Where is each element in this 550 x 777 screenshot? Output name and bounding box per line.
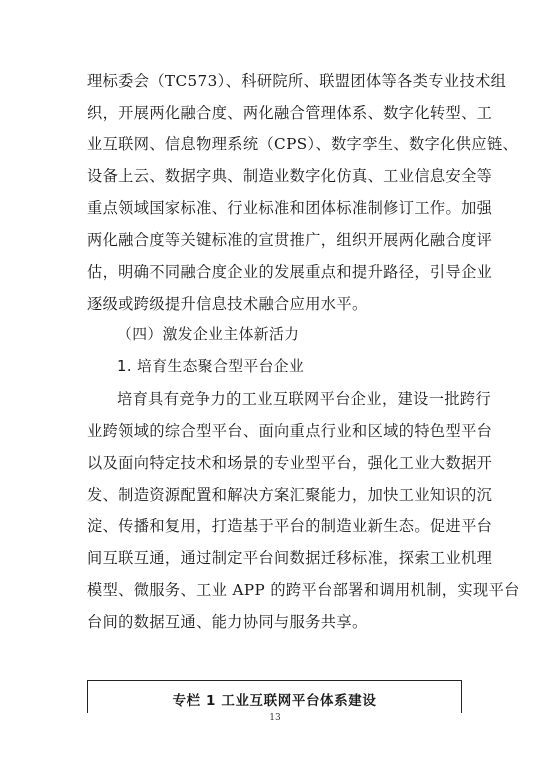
text-line: 淀、传播和复用，打造基于平台的制造业新生态。促进平台	[87, 517, 493, 535]
text-line: 重点领域国家标准、行业标准和团体标准制修订工作。加强	[87, 199, 493, 217]
text-line: 理标委会（TC573）、科研院所、联盟团体等各类专业技术组	[87, 72, 507, 90]
text-line: 业跨领域的综合型平台、面向重点行业和区域的特色型平台	[87, 422, 493, 440]
text-line: 织，开展两化融合度、两化融合管理体系、数字化转型、工	[87, 104, 493, 122]
text-line: 两化融合度等关键标准的宣贯推广，组织开展两化融合度评	[87, 231, 493, 249]
text-line: 模型、微服务、工业 APP 的跨平台部署和调用机制，实现平台	[87, 581, 520, 599]
box-title: 专栏 1 工业互联网平台体系建设	[172, 693, 377, 709]
text-line: 以及面向特定技术和场景的专业型平台，强化工业大数据开	[87, 454, 493, 472]
page-number: 13	[269, 713, 281, 723]
sidebar-box	[87, 680, 462, 713]
text-line: 估，明确不同融合度企业的发展重点和提升路径，引导企业	[87, 263, 493, 281]
text-line: 设备上云、数据字典、制造业数字化仿真、工业信息安全等	[87, 167, 493, 185]
text-line: 逐级或跨级提升信息技术融合应用水平。	[87, 295, 368, 313]
text-line: 业互联网、信息物理系统（CPS）、数字孪生、数字化供应链、	[87, 135, 519, 153]
text-line: 发、制造资源配置和解决方案汇聚能力，加快工业知识的沉	[87, 486, 493, 504]
section-heading: （四）激发企业主体新活力	[117, 326, 300, 343]
text-line: 培育具有竞争力的工业互联网平台企业，建设一批跨行	[117, 390, 492, 408]
text-line: 间互联互通，通过制定平台间数据迁移标准，探索工业机理	[87, 549, 493, 567]
text-line: 台间的数据互通、能力协同与服务共享。	[87, 613, 368, 631]
subsection-heading: 1. 培育生态聚合型平台企业	[117, 358, 305, 375]
